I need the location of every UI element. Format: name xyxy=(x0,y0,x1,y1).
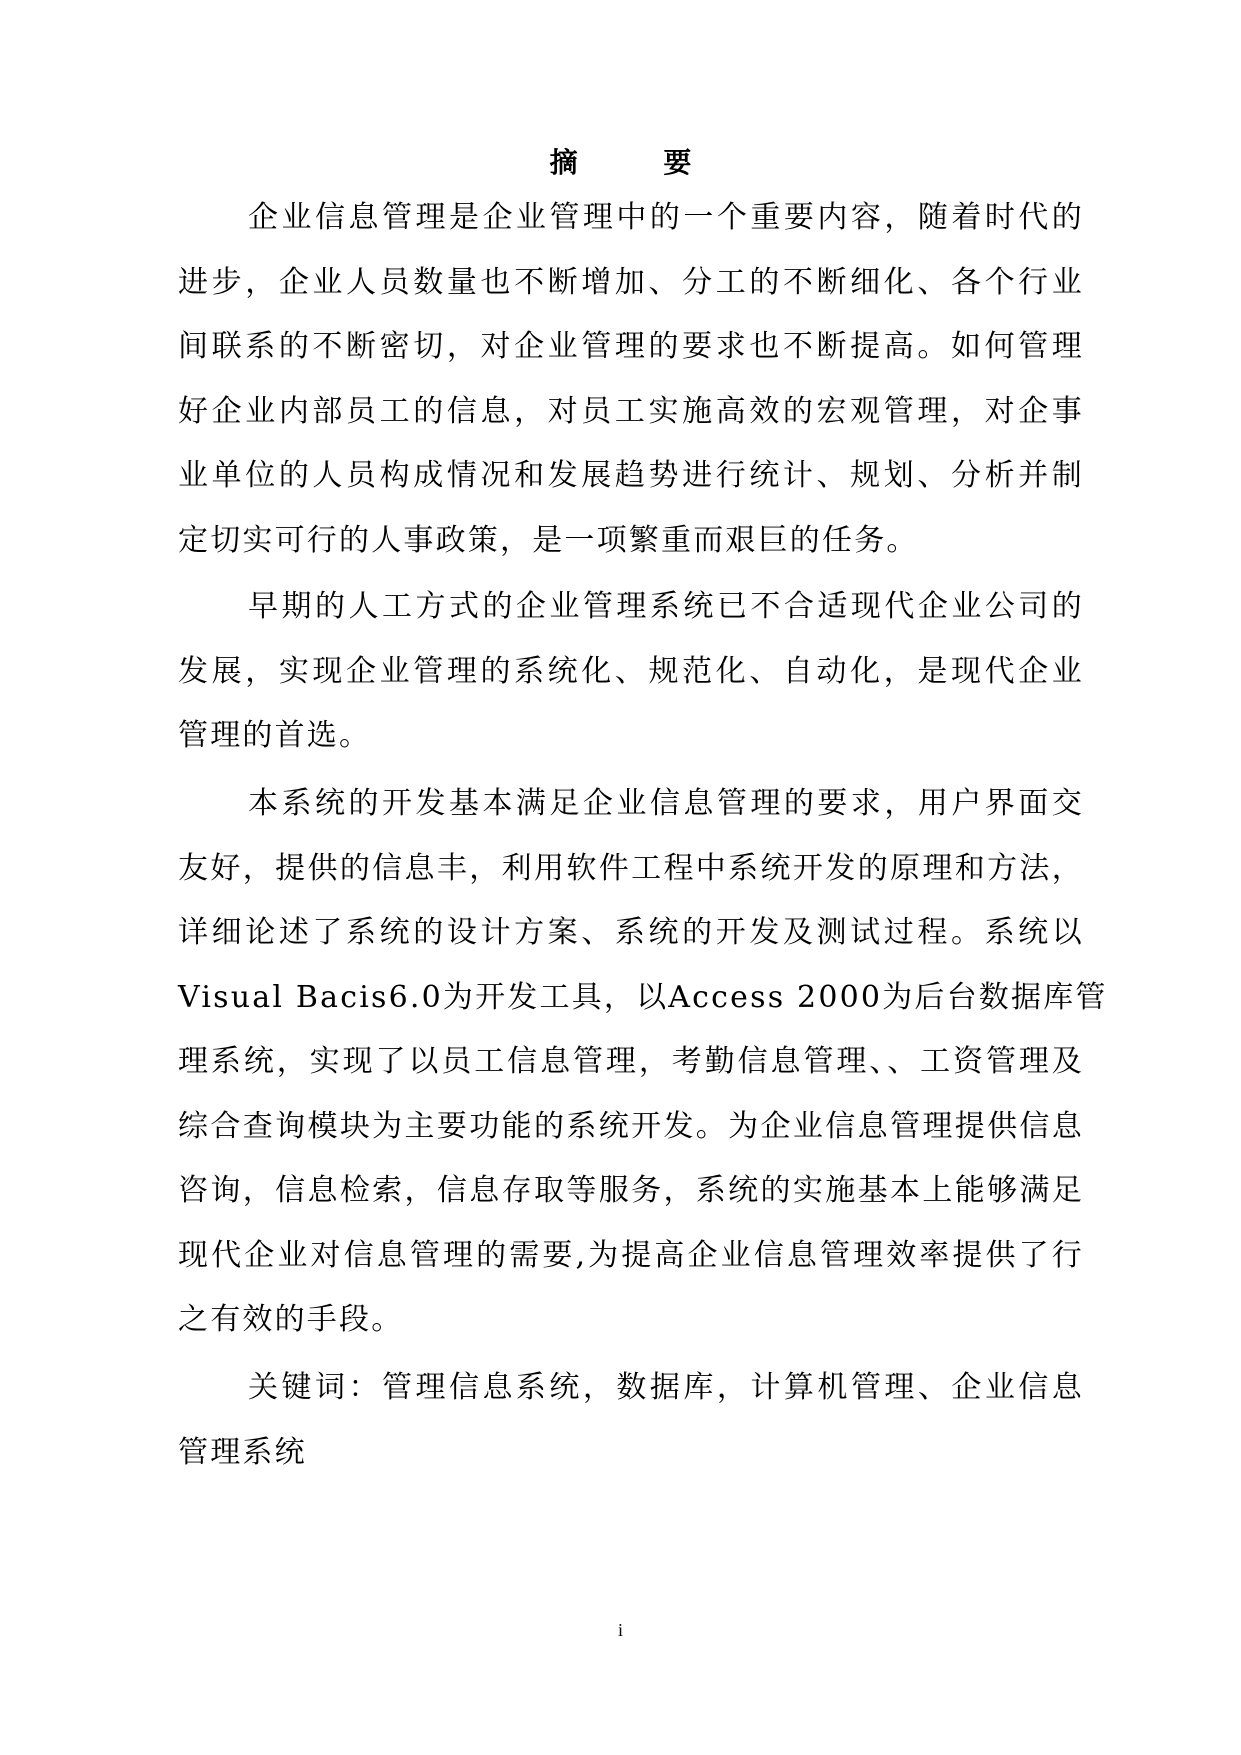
paragraph-line: 管理的首选。 xyxy=(178,718,372,753)
abstract-paragraph-1 xyxy=(178,186,1084,573)
paragraph-line: 友好，提供的信息丰，利用软件工程中系统开发的原理和方法， xyxy=(178,850,1084,886)
paragraph-line: 定切实可行的人事政策，是一项繁重而艰巨的任务。 xyxy=(178,522,919,558)
abstract-paragraph-2 xyxy=(178,575,1084,769)
paragraph-line: 综合查询模块为主要功能的系统开发。为企业信息管理提供信息 xyxy=(178,1108,1084,1144)
paragraph-line: 间联系的不断密切，对企业管理的要求也不断提高。如何管理 xyxy=(178,329,1084,364)
paragraph-line: 好企业内部员工的信息，对员工实施高效的宏观管理，对企事 xyxy=(178,393,1084,429)
paragraph-line: 详细论述了系统的设计方案、系统的开发及测试过程。系统以 xyxy=(178,915,1084,950)
paragraph-line: 企业信息管理是企业管理中的一个重要内容，随着时代的 xyxy=(248,200,1084,235)
paragraph-line: 之有效的手段。 xyxy=(178,1302,404,1337)
paragraph-line: 现代企业对信息管理的需要,为提高企业信息管理效率提供了行 xyxy=(178,1237,1084,1273)
keywords-section xyxy=(178,1356,1084,1485)
paragraph-line: 咨询，信息检索，信息存取等服务，系统的实施基本上能够满足 xyxy=(178,1173,1084,1208)
paragraph-line: 业单位的人员构成情况和发展趋势进行统计、规划、分析并制 xyxy=(178,458,1084,493)
abstract-title: 摘 要 xyxy=(549,146,730,179)
paragraph-line: 本系统的开发基本满足企业信息管理的要求，用户界面交 xyxy=(248,786,1084,821)
paragraph-line: Visual Bacis6.0为开发工具，以Access 2000为后台数据库管 xyxy=(178,979,1108,1015)
paragraph-line: 理系统，实现了以员工信息管理，考勤信息管理、、工资管理及 xyxy=(178,1044,1084,1079)
page-number: i xyxy=(617,1620,623,1640)
keywords-line: 管理系统 xyxy=(178,1434,307,1470)
paragraph-line: 早期的人工方式的企业管理系统已不合适现代企业公司的 xyxy=(248,589,1084,624)
paragraph-line: 发展，实现企业管理的系统化、规范化、自动化，是现代企业 xyxy=(178,653,1084,689)
keywords-line: 关键词：管理信息系统，数据库，计算机管理、企业信息 xyxy=(248,1370,1084,1405)
paragraph-line: 进步，企业人员数量也不断增加、分工的不断细化、各个行业 xyxy=(178,264,1084,300)
abstract-paragraph-3 xyxy=(178,772,1108,1353)
